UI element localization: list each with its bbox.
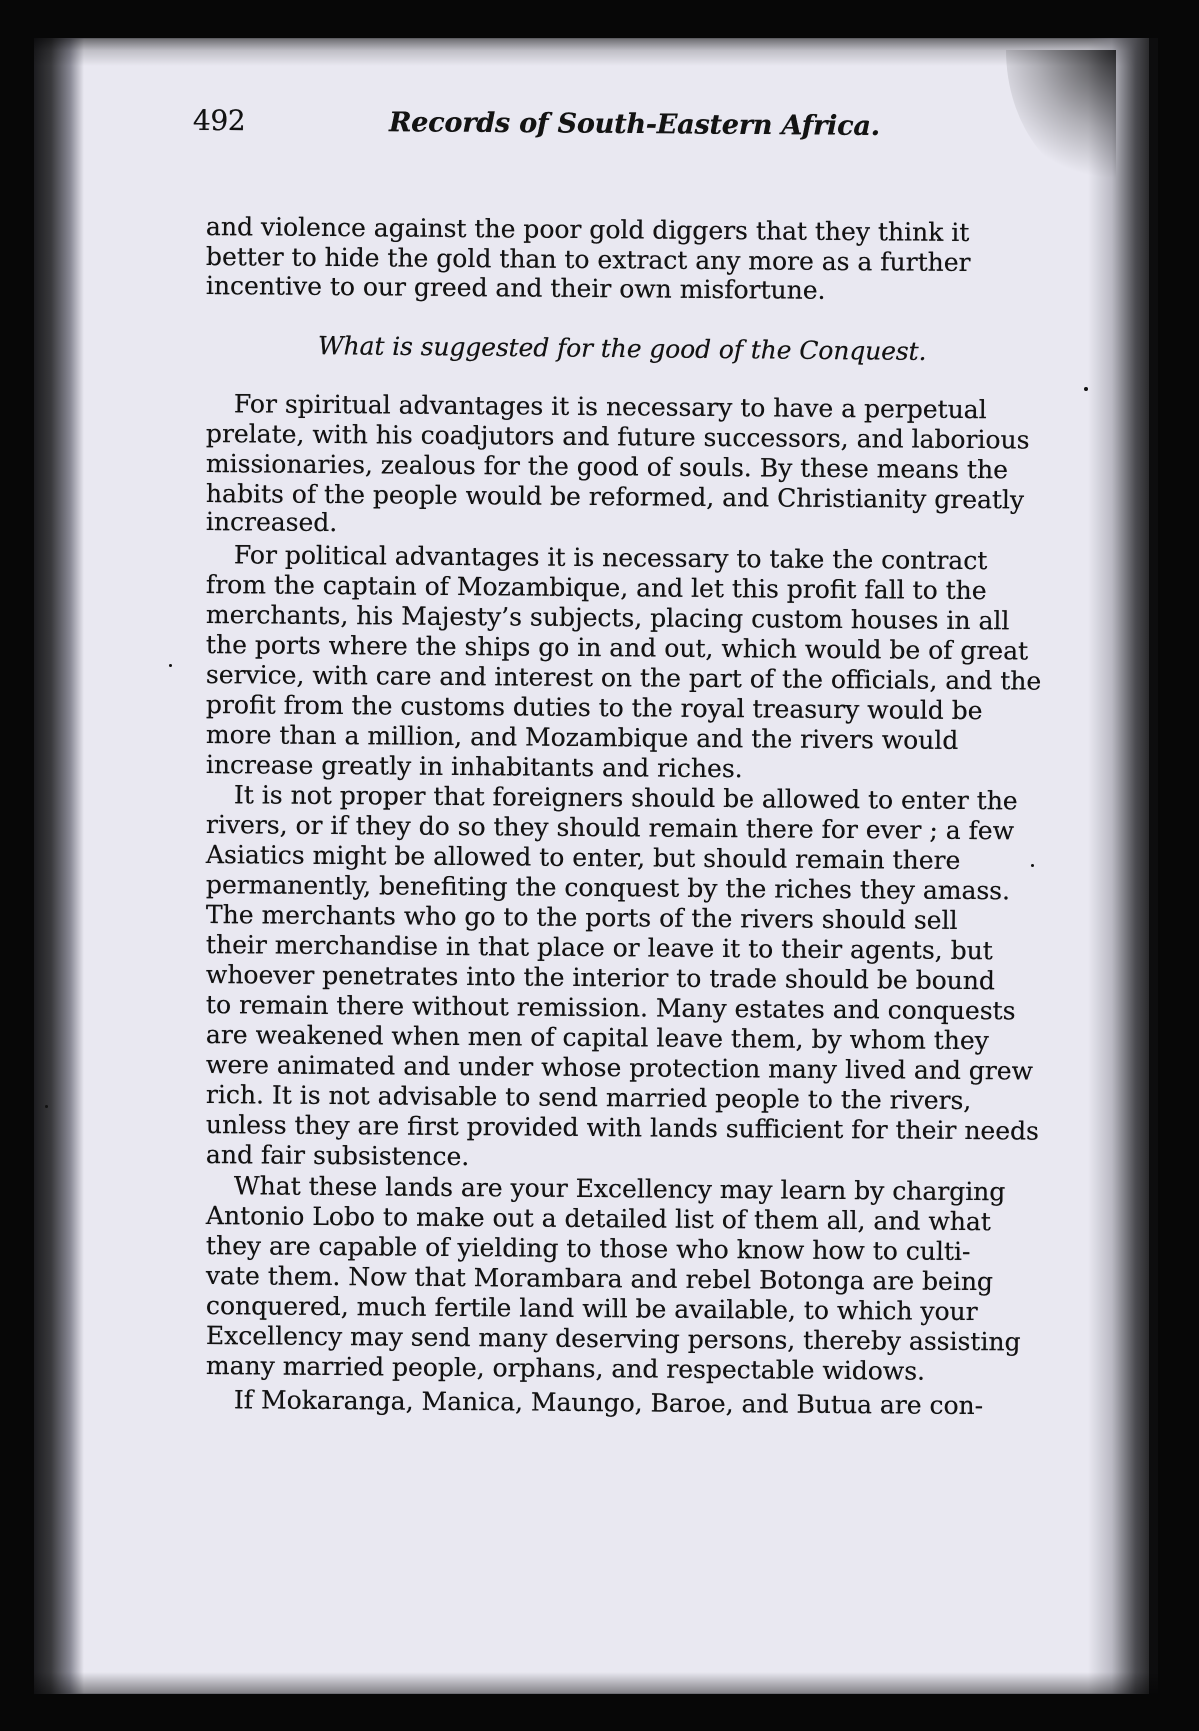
body-line-4: For spiritual advantages it is necessary to have a perpetual: [233, 389, 987, 425]
print-speck: [1031, 864, 1034, 867]
body-line-32: they are capable of yielding to those who know how to culti-: [205, 1231, 971, 1267]
body-line-37: If Mokaranga, Manica, Maungo, Baroe, and Butua are con-: [233, 1385, 984, 1421]
body-line-11: merchants, his Majesty’s subjects, placing custom houses in all: [205, 600, 1010, 636]
body-line-31: Antonio Lobo to make out a detailed list of them all, and what: [205, 1201, 991, 1237]
body-line-2: better to hide the gold than to extract any more as a further: [205, 242, 971, 278]
body-line-16: increase greatly in inhabitants and riches.: [205, 750, 743, 784]
body-line-25: are weakened when men of capital leave them, by whom they: [205, 1020, 989, 1056]
body-line-14: profit from the customs duties to the royal treasury would be: [205, 690, 983, 726]
body-line-13: service, with care and interest on the part of the officials, and the: [205, 660, 1042, 696]
page-number: 492: [192, 103, 246, 138]
page-header: [193, 104, 953, 148]
body-line-22: their merchandise in that place or leave it to their agents, but: [205, 930, 993, 966]
body-line-9: For political advantages it is necessary to take the contract: [233, 540, 988, 576]
body-line-1: and violence against the poor gold diggers that they think it: [205, 212, 970, 247]
body-line-5: prelate, with his coadjutors and future successors, and laborious: [205, 419, 1030, 455]
body-line-36: many married people, orphans, and respectable widows.: [205, 1351, 926, 1386]
body-line-19: Asiatics might be allowed to enter, but should remain there: [205, 840, 961, 875]
body-line-20: permanently, benefiting the conquest by the riches they amass.: [205, 870, 1011, 906]
body-line-33: vate them. Now that Morambara and rebel Botonga are being: [205, 1261, 994, 1297]
body-line-26: were animated and under whose protection many lived and grew: [205, 1050, 1034, 1086]
body-line-34: conquered, much fertile land will be available, to which your: [205, 1291, 978, 1327]
body-line-18: rivers, or if they do so they should remain there for ever ; a few: [205, 810, 1015, 846]
body-line-35: Excellency may send many deserving persons, thereby assisting: [205, 1321, 1021, 1357]
body-line-10: from the captain of Mozambique, and let this profit fall to the: [205, 570, 987, 606]
print-speck: [1084, 387, 1088, 391]
body-line-23: whoever penetrates into the interior to trade should be bound: [205, 960, 996, 996]
body-line-27: rich. It is not advisable to send married people to the rivers,: [205, 1080, 972, 1116]
print-speck: [45, 1105, 48, 1108]
body-line-15: more than a million, and Mozambique and the rivers would: [205, 720, 959, 755]
body-line-17: It is not proper that foreigners should be allowed to enter the: [233, 780, 1018, 816]
body-line-30: What these lands are your Excellency may learn by charging: [233, 1171, 1006, 1207]
print-speck: [169, 664, 172, 667]
body-line-28: unless they are first provided with lands sufficient for their needs: [205, 1110, 1040, 1146]
body-line-7: habits of the people would be reformed, and Christianity greatly: [205, 479, 1025, 515]
section-heading: What is suggested for the good of the Conquest.: [317, 331, 927, 366]
body-line-21: The merchants who go to the ports of the rivers should sell: [205, 900, 958, 935]
body-line-8: increased.: [205, 507, 338, 538]
running-title: Records of South-Eastern Africa.: [388, 107, 881, 142]
body-line-12: the ports where the ships go in and out, which would be of great: [205, 630, 1029, 666]
body-line-29: and fair subsistence.: [205, 1140, 470, 1172]
body-line-3: incentive to our greed and their own misfortune.: [205, 271, 826, 305]
body-line-24: to remain there without remission. Many estates and conquests: [205, 990, 1016, 1026]
body-line-6: missionaries, zealous for the good of souls. By these means the: [205, 449, 1009, 485]
